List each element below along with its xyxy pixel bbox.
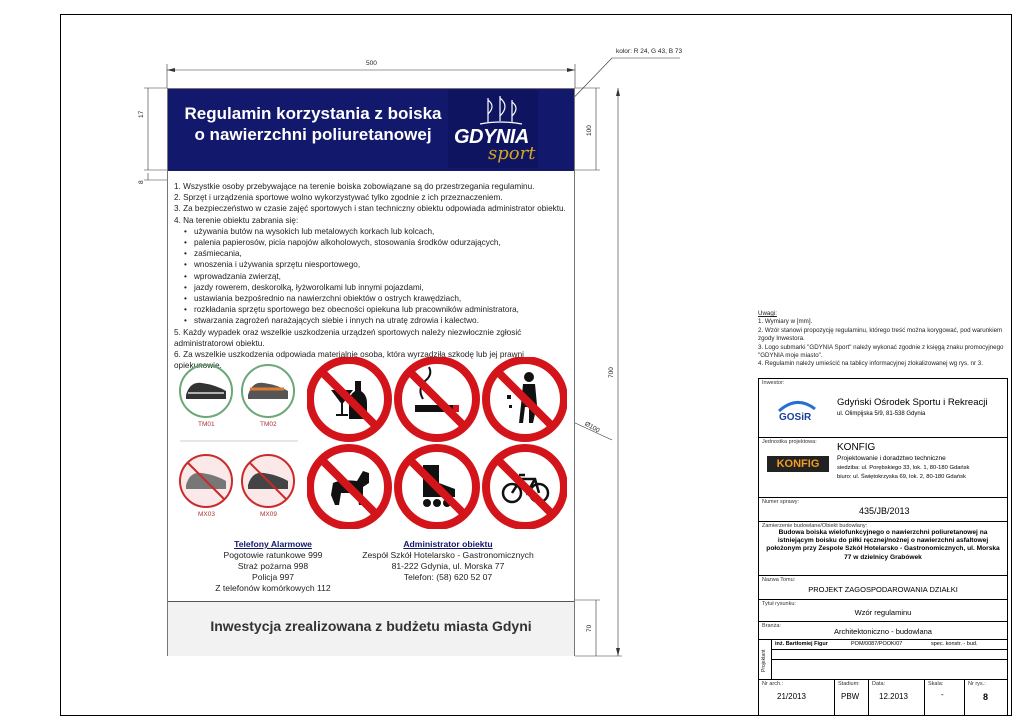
sheet-label: Nr rys.:: [968, 681, 986, 687]
phone-line: Straż pożarna 998: [237, 561, 309, 571]
konfig-logo: KONFIG: [767, 456, 829, 472]
contacts-section: [168, 537, 574, 607]
project-description: Budowa boiska wielofunkcyjnego o nawierzchni poliuretanowej na istniejącym boisku do piłki ręcznej/nożnej o nawierzchni asfaltowej położonym przy Zespole Szkół Hotelarsko - Gastronomicznych, ul. Morska 77 w dzielnicy Grabówek: [766, 529, 1000, 561]
prohibition-item: • palenia papierosów, picia napojów alkoholowych, stosowania środków odurzających,: [174, 237, 574, 248]
board-header: [168, 89, 574, 171]
stage-label: Stadium:: [838, 681, 860, 687]
svg-text:GOSiR: GOSiR: [779, 412, 812, 423]
dim-gap: 8: [138, 180, 145, 184]
scale-label: Skala:: [928, 681, 944, 687]
designer-name: KONFIG: [837, 442, 876, 453]
gosir-logo-icon: [773, 393, 821, 423]
volume-name: PROJEKT ZAGOSPODAROWANIA DZIAŁKI: [808, 585, 958, 594]
branch-label: Branża:: [762, 623, 781, 629]
note-item: 3. Logo submarki "GDYNIA Sport" należy wykonać zgodnie z księgą znaku promocyjnego "GDYNIA moje miasto".: [758, 343, 1004, 360]
emergency-phones: [198, 539, 348, 594]
prohibition-item: • jazdy rowerem, deskorolką, łyżworolkami lub innymi pojazdami,: [174, 282, 574, 293]
arch-number: 21/2013: [777, 692, 806, 701]
board-title: [182, 103, 444, 145]
no-bicycles-icon: [486, 448, 564, 526]
board-footer: [168, 601, 574, 656]
dim-footer: 70: [586, 624, 593, 632]
no-alcohol-icon: [310, 360, 388, 438]
scale-value: -: [941, 690, 944, 699]
dim-diameter: Ø100: [583, 420, 601, 435]
shoe-examples: [176, 359, 302, 529]
contract-number: 435/JB/2013: [859, 506, 910, 516]
no-smoking-icon: [398, 360, 476, 438]
investor-row: [759, 379, 1007, 437]
prohibition-signs: [307, 357, 567, 529]
rule-3: 3. Za bezpieczeństwo w czasie zajęć sportowych i stan techniczny obiektu odpowiada administrator obiektu.: [174, 204, 566, 214]
sheet-info-row: [759, 679, 1007, 715]
rule-6: 6. Za wszelkie uszkodzenia odpowiada materialnie osoba, która wyrządziła szkodę lub jej prawni opiekunowie.: [174, 350, 524, 371]
no-littering-icon: [486, 360, 564, 438]
contract-row: [759, 497, 1007, 521]
admin-line: Telefon: (58) 620 52 07: [403, 572, 493, 582]
note-item: 2. Wzór stanowi propozycję regulaminu, którego treść można korygować, pod warunkiem zgody Inwestora.: [758, 326, 1003, 343]
rule-5: 5. Każdy wypadek oraz wszelkie uszkodzenia urządzeń sportowych należy niezwłocznie zgłosić administratorowi obiektu.: [174, 327, 522, 348]
engineer-specialty: spec. konstr. - bud.: [931, 641, 978, 647]
phone-line: Pogotowie ratunkowe 999: [223, 550, 323, 560]
ship-sail-icon: [474, 94, 526, 128]
drawing-title-row: [759, 599, 1007, 621]
branch-name: Architektoniczno - budowlana: [834, 627, 932, 636]
phone-line: Z telefonów komórkowych 112: [215, 583, 331, 593]
notes-section: [758, 310, 1008, 369]
designer-seat: siedziba: ul. Porębskiego 33, lok. 1, 80-180 Gdańsk: [837, 465, 970, 471]
drawing-title-label: Tytuł rysunku:: [762, 601, 796, 607]
no-rollerskates-icon: [398, 448, 476, 526]
gdynia-sport-logo: [448, 90, 538, 168]
prohibition-item: • rozkładania sprzętu sportowego bez obecności opiekuna lub pracowników administratora,: [174, 304, 574, 315]
shoe-label: MX09: [260, 511, 277, 518]
board-title-line1: Regulamin korzystania z boiska: [184, 104, 442, 123]
logo-gdynia-text: GDYNIA: [454, 126, 529, 148]
designer-row: [759, 437, 1007, 497]
rules-list: [174, 181, 574, 371]
arch-label: Nr arch.:: [762, 681, 784, 687]
phones-heading: Telefony Alarmowe: [234, 539, 312, 549]
banned-shoe-2: [242, 455, 294, 507]
footer-text: Inwestycja zrealizowana z budżetu miasta Gdyni: [210, 618, 532, 634]
designer-role: Projektant: [761, 649, 767, 672]
rule-2: 2. Sprzęt i urządzenia sportowe wolno wykorzystywać tylko zgodnie z ich przeznaczeniem.: [174, 193, 503, 203]
dim-width: 500: [366, 60, 377, 67]
dim-top-margin: 17: [138, 110, 145, 118]
drawing-title: Wzór regulaminu: [854, 608, 912, 617]
phone-line: Policja 997: [251, 572, 295, 582]
banned-shoe-1: [180, 455, 232, 507]
volume-row: [759, 575, 1007, 599]
color-note: kolor: R 24, G 43, B 73: [616, 48, 683, 55]
designer-label: Jednostka projektowa:: [762, 439, 817, 445]
shoe-label: TM01: [198, 421, 215, 428]
prohibition-item: • ustawiania bezpośrednio na nawierzchni obiektów o ostrych krawędziach,: [174, 293, 574, 304]
designer-description: Projektowanie i doradztwo techniczne: [837, 455, 946, 462]
admin-line: Zespół Szkół Hotelarsko - Gastronomicznych: [362, 550, 534, 560]
volume-label: Nazwa Tomu:: [762, 577, 796, 583]
investor-name: Gdyński Ośrodek Sportu i Rekreacji: [837, 397, 988, 408]
engineer-license: POM/0087/POOK/07: [851, 641, 903, 647]
allowed-shoe-2: [242, 365, 294, 417]
shoe-illustrations: [176, 359, 302, 529]
rule-1: 1. Wszystkie osoby przebywające na terenie boiska zobowiązane są do przestrzegania regulaminu.: [174, 182, 535, 191]
date-value: 12.2013: [879, 692, 908, 701]
branch-row: [759, 621, 1007, 639]
title-block: [758, 378, 1008, 716]
note-item: 4. Regulamin należy umieścić na tablicy informacyjnej zlokalizowanej wg rys. nr 3.: [758, 360, 983, 368]
facility-admin: [348, 539, 548, 583]
board-title-line2: o nawierzchni poliuretanowej: [194, 125, 432, 144]
investor-label: Inwestor:: [762, 380, 785, 386]
prohibition-item: • wprowadzania zwierząt,: [174, 271, 574, 282]
admin-heading: Administrator obiektu: [403, 539, 493, 549]
admin-line: 81-222 Gdynia, ul. Morska 77: [391, 561, 505, 571]
allowed-shoe-1: [180, 365, 232, 417]
note-item: 1. Wymiary w [mm].: [758, 318, 813, 326]
investor-address: ul. Olimpijska 5/9, 81-538 Gdynia: [837, 411, 926, 417]
prohibition-item: • używania butów na wysokich lub metalowych korkach lub kolcach,: [174, 226, 574, 237]
logo-sport-text: sport: [488, 143, 536, 164]
prohibition-item: • wnoszenia i używania sprzętu niesportowego,: [174, 259, 574, 270]
project-row: [759, 521, 1007, 575]
shoe-label: TM02: [260, 421, 277, 428]
prohibition-item: • stwarzania zagrożeń narażających siebie i innych na utratę zdrowia i kalectwo.: [174, 315, 574, 326]
no-dogs-icon: [310, 448, 388, 526]
date-label: Data:: [872, 681, 886, 687]
contract-label: Numer sprawy:: [762, 499, 799, 505]
dim-total: 700: [608, 367, 615, 378]
notes-heading: Uwagi:: [758, 310, 777, 317]
sheet-number: 8: [983, 692, 989, 702]
rule-4: 4. Na terenie obiektu zabrania się:: [174, 215, 299, 225]
gosir-logo: [773, 393, 821, 423]
stage-value: PBW: [841, 692, 860, 701]
regulation-board: [167, 88, 575, 656]
project-label: Zamierzenie budowlane/Obiekt budowlany:: [762, 523, 868, 529]
shoe-label: MX03: [198, 511, 215, 518]
engineer-name: inż. Bartłomiej Figur: [775, 641, 828, 647]
prohibition-item: • zaśmiecania,: [174, 248, 574, 259]
designer-office: biuro: ul. Świętokrzyska 69, lok. 2, 80-180 Gdańsk: [837, 474, 966, 480]
signature-row: [759, 639, 1007, 679]
dim-header: 100: [586, 125, 593, 136]
